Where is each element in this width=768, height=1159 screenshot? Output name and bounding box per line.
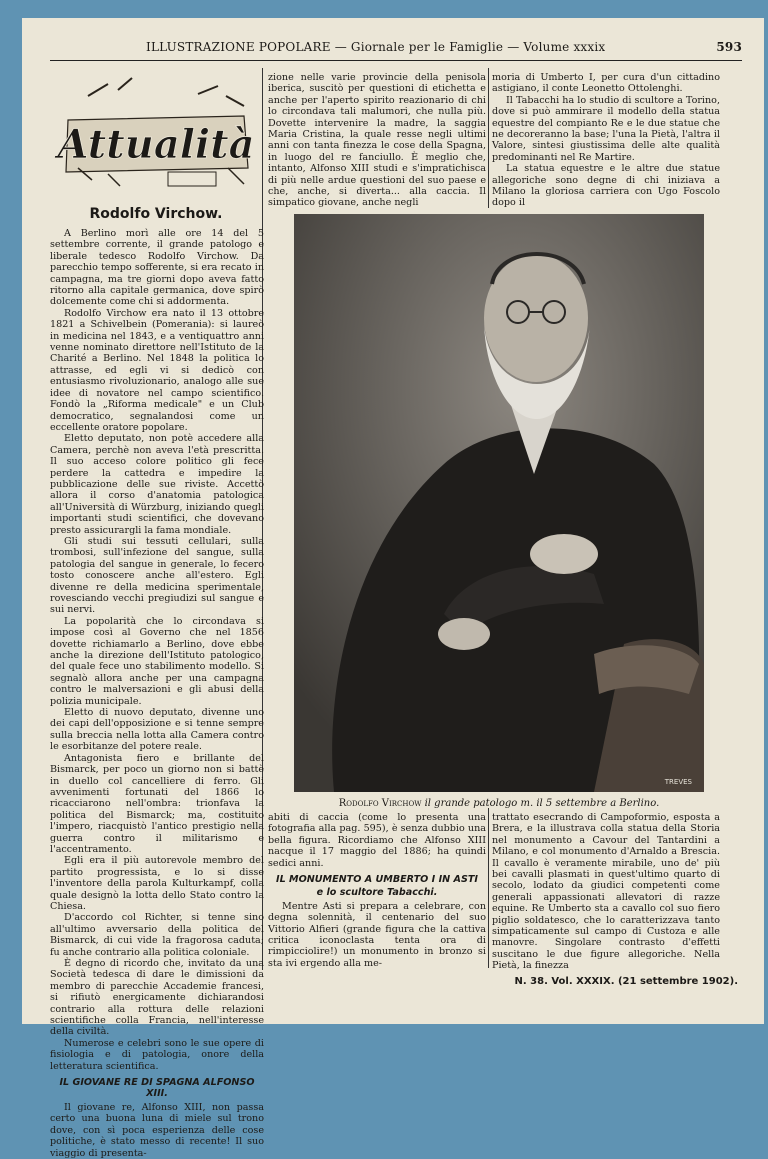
portrait-caption bbox=[294, 798, 704, 809]
section-heading-monument: IL MONUMENTO A UMBERTO I IN ASTI bbox=[276, 874, 478, 886]
section-subheading-monument: e lo scultore Tabacchi. bbox=[316, 887, 438, 899]
issue-footer: N. 38. Vol. XXXIX. (21 settembre 1902). bbox=[514, 976, 738, 987]
paragraph: Il Tabacchi ha lo studio di scultore a Torino, dove si può ammirare il modello della statua equestre del compianto Re e le due statue che ne decoreranno la base; l'una la Pietà, l'altra il Valore, sintesi giustissima delle alte qualità predominanti nel Re Martire. bbox=[492, 94, 720, 163]
paragraph: La statua equestre e le altre due statue allegoriche sono degne di chi iniziava a Milano la gloriosa carriera con Ugo Foscolo dopo il bbox=[492, 163, 720, 209]
header-rule bbox=[50, 60, 742, 61]
paragraph: zione nelle varie provincie della penisola iberica, suscitò per questioni di etichetta e anche per l'aperto spirito reazionario di chi lo circondava tali malumori, che nulla più. Dovette intervenire la madre, la saggia Maria Cristina, la quale resse negli ultimi anni con tanta finezza le cose della Spagna, in luogo del re fanciullo. È meglio che, intanto, Alfonso XIII studi e s'impratichisca di più nelle ardue questioni del suo paese e che, anche, si diverta... alla caccia. Il simpatico giovane, anche negli bbox=[268, 72, 486, 209]
paragraph: Numerose e celebri sono le sue opere di fisiologia e di patologia, onore della letteratura scientifica. bbox=[50, 1037, 264, 1072]
paragraph: Mentre Asti si prepara a celebrare, con degna solennità, il centenario del suo Vittorio Alfieri (grande figura che la cattiva critica iconoclasta tenta ora di rimpicciolire!) un monumento in bronzo si sta ivi ergendo alla me- bbox=[268, 900, 486, 969]
column-rule-right-top bbox=[488, 68, 489, 208]
paragraph: abiti di caccia (come lo presenta una fotografia alla pag. 595), è senza dubbio una bella figura. Ricordiamo che Alfonso XIII nacque il 17 maggio del 1886; ha quindi sedici anni. bbox=[268, 812, 486, 869]
paragraph: È degno di ricordo che, invitato da una Società tedesca di dare le dimissioni da membro di parecchie Accademie francesi, si rifiutò energicamente dichiarandosi contrario alla rottura delle relazioni scientifiche colla Francia, nell'interesse della civiltà. bbox=[50, 958, 264, 1038]
journal-title: ILLUSTRAZIONE POPOLARE — Giornale per le Famiglie — Volume xxxix bbox=[146, 40, 606, 54]
paragraph: Rodolfo Virchow era nato il 13 ottobre 1821 a Schivelbein (Pomerania): si laureò in medicina nel 1843, e a ventiquattro anni venne nominato direttore nell'Istituto de la Charité a Berlino. Nel 1848 la politica lo attrasse, ed egli vi si dedicò con entusiasmo rivoluzionario, analogo alle sue idee di novatore nel campo scientifico. Fondò la „Riforma medicale" e un Club democratico, segnalandosi come un eccellente oratore popolare. bbox=[50, 307, 264, 433]
caption-text: il grande patologo m. il 5 settembre a Berlino. bbox=[424, 798, 660, 809]
paragraph: Eletto di nuovo deputato, divenne uno dei capi dell'opposizione e si tenne sempre sulla breccia nella lotta alla Camera contro le esorbitanze del potere reale. bbox=[50, 707, 264, 753]
column-2-top bbox=[268, 72, 486, 209]
newspaper-page bbox=[22, 18, 764, 1159]
photographer-credit: TREVES bbox=[664, 778, 692, 786]
article-title: Rodolfo Virchow. bbox=[89, 206, 223, 222]
section-heading-alfonso: IL GIOVANE RE DI SPAGNA ALFONSO XIII. bbox=[59, 1077, 255, 1100]
paragraph: Gli studi sui tessuti cellulari, sulla trombosi, sull'infezione del sangue, sulla patologia del sangue in generale, lo fecero tosto conoscere anche all'estero. Egli divenne re della medicina sperimentale, rovesciando vecchi pregiudizi sul sangue e sui nervi. bbox=[50, 535, 264, 616]
column-3-top bbox=[492, 72, 720, 209]
caption-name: Rodolfo Virchow bbox=[338, 798, 422, 809]
portrait-photo bbox=[294, 214, 704, 792]
paragraph: Egli era il più autorevole membro del partito progressista, e lo si disse l'inventore della parola Kulturkampf, colla quale designò la lotta dello Stato contro la Chiesa. bbox=[50, 855, 264, 912]
column-3-bottom bbox=[492, 812, 720, 972]
page-header bbox=[22, 36, 764, 58]
column-1 bbox=[50, 228, 264, 1159]
paragraph: A Berlino morì alle ore 14 del 5 settembre corrente, il grande patologo e liberale tedesco Rodolfo Virchow. Da parecchio tempo sofferente, si era recato in campagna, ma tre giorni dopo aveva fatto ritorno alla capitale germanica, dove spirò dolcemente come chi si addormenta. bbox=[50, 228, 264, 308]
logo-text: Attualità bbox=[57, 121, 255, 168]
paragraph: Antagonista fiero e brillante del Bismarck, per poco un giorno non si battè in duello col cancelliere di ferro. Gli avvenimenti fortunati del 1866 lo ricacciarono nell'ombra: trionfava la politica del Bismarck; ma, costituito l'impero, riacquistò l'antico prestigio nella guerra contro il militarismo e l'accentramento. bbox=[50, 752, 264, 855]
attualita-logo bbox=[48, 76, 260, 192]
paragraph: moria di Umberto I, per cura d'un cittadino astigiano, il conte Leonetto Ottolenghi. bbox=[492, 72, 720, 95]
paragraph: La popolarità che lo circondava si impose così al Governo che nel 1856 dovette richiamarlo a Berlino, dove ebbe anche la direzione dell'Istituto patologico, del quale fece uno stabilimento modello. Si segnalò allora anche per una campagna contro le malversazioni e gli abusi della polizia municipale. bbox=[50, 615, 264, 707]
column-rule-right-bottom bbox=[488, 808, 489, 968]
paragraph: D'accordo col Richter, si tenne sino all'ultimo avversario della politica del Bismarck, di cui vide la fragorosa caduta; fu anche contrario alla politica coloniale. bbox=[50, 912, 264, 958]
paragraph: Eletto deputato, non potè accedere alla Camera, perchè non aveva l'età prescritta. Il suo acceso colore politico gli fece perdere la cattedra e impedire la pubblicazione delle sue riviste. Accettò allora il corso d'anatomia patologica all'Università di Würzburg, iniziando quegli importanti studi scientifici, che dovevano presto assicurargli la fama mondiale. bbox=[50, 433, 264, 536]
paragraph: trattato esecrando di Campoformio, esposta a Brera, e la illustrava colla statua della Storia nel monumento a Cavour del Tantardini a Milano, e col monumento d'Arnaldo a Brescia. Il cavallo è veramente mirabile, uno de' più bei cavalli plasmati in quest'ultimo quarto di secolo, lodato da giudici competenti come generali appassionati allevatori di razze equine. Re Umberto sta a cavallo col suo fiero piglio soldatesco, che lo caratterizzava tanto simpaticamente sul campo di Custoza e alle manovre. Singolare contrasto d'effetti suscitano le due figure allegoriche. Nella Pietà, la finezza bbox=[492, 812, 720, 972]
page-number: 593 bbox=[716, 40, 742, 54]
column-2-bottom bbox=[268, 812, 486, 969]
portrait-illustration bbox=[294, 214, 704, 792]
paragraph: Il giovane re, Alfonso XIII, non passa certo una buona luna di miele sul trono dove, con sì poca esperienza delle cose politiche, è stato messo di recente! Il suo viaggio di presenta- bbox=[50, 1101, 264, 1159]
